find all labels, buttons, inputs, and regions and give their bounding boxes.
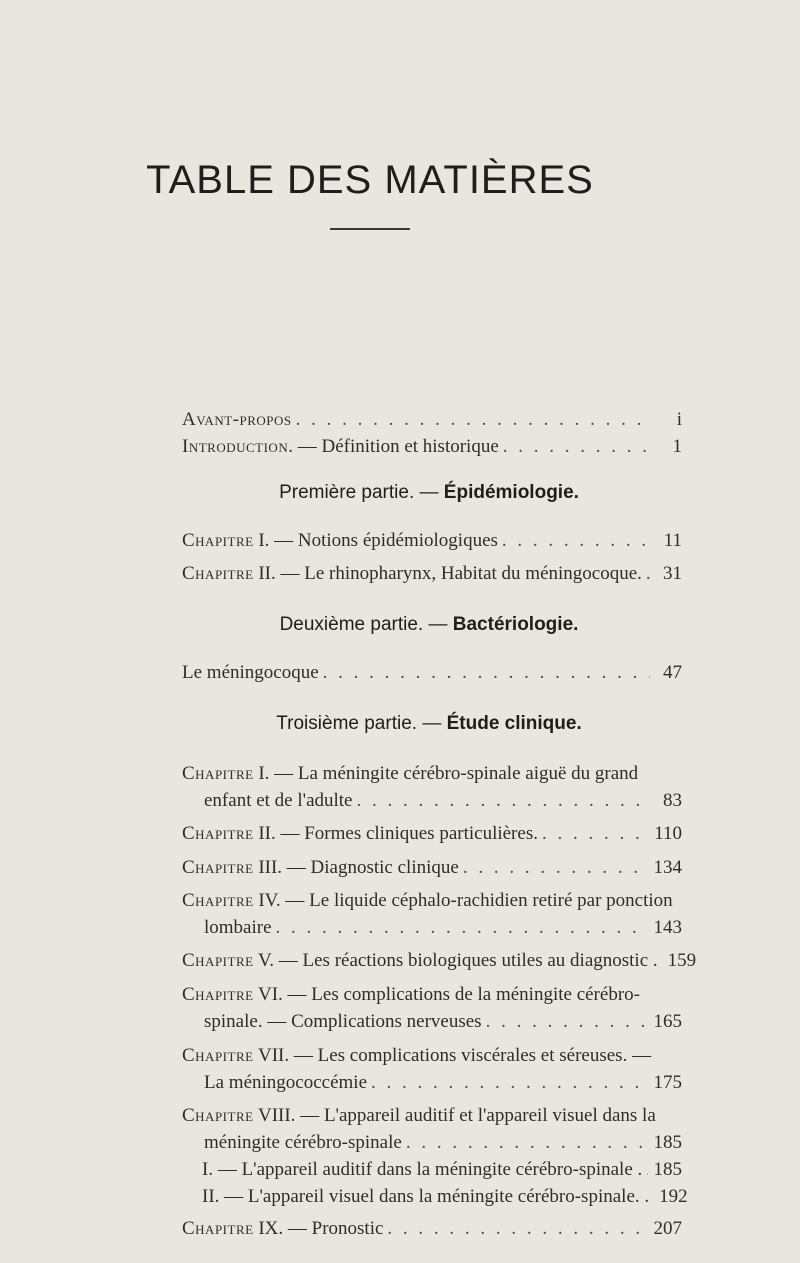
chapter-number: V. (257, 950, 275, 971)
leader-dots (486, 1008, 648, 1035)
leader-dots (502, 527, 650, 554)
toc-entry-continuation: méningite cérébro-spinale (204, 1132, 402, 1153)
toc-entry-subsection (182, 1183, 688, 1210)
page-number: 31 (663, 563, 682, 584)
toc-entry-text: — Notions épidémiologiques (274, 530, 498, 551)
toc-entry-chapter (182, 527, 682, 554)
leader-dots (646, 560, 650, 587)
part-heading-2 (0, 614, 800, 636)
part-heading-3 (0, 713, 800, 735)
page-number: 192 (659, 1186, 688, 1207)
toc-entry-text: — L'appareil auditif et l'appareil visuel dans la (300, 1105, 656, 1126)
leader-dots (646, 1156, 647, 1183)
toc-entry-text: — Pronostic (287, 1218, 384, 1239)
leader-dots (406, 1129, 648, 1156)
chapter-number: IX. (258, 1218, 284, 1239)
toc-entry-chapter (182, 981, 682, 1035)
page-number: 185 (653, 1132, 682, 1153)
part-prefix: Troisième partie. — (276, 713, 447, 734)
chapter-label: Chapitre (182, 890, 254, 911)
part-prefix: Deuxième partie. — (279, 614, 453, 635)
toc-entry-text: I. — L'appareil auditif dans la méningite cérébro-spinale . (202, 1159, 643, 1180)
chapter-label: Chapitre (182, 857, 254, 878)
page-title: TABLE DES MATIÈRES (146, 158, 594, 202)
leader-dots (542, 820, 648, 847)
chapter-number: I. (258, 530, 270, 551)
chapter-label: Chapitre (182, 823, 254, 844)
chapter-number: III. (258, 857, 283, 878)
chapter-number: VIII. (257, 1105, 296, 1126)
chapter-label: Chapitre (182, 1045, 254, 1066)
toc-entry-text: — Le liquide céphalo-rachidien retiré par ponction (285, 890, 673, 911)
toc-entry-text: — Diagnostic clinique (286, 857, 459, 878)
chapter-number: II. (258, 823, 276, 844)
part-name: Bactériologie. (452, 614, 579, 635)
page-number: i (676, 409, 682, 430)
chapter-label: Chapitre (182, 1105, 254, 1126)
chapter-number: II. (258, 563, 276, 584)
chapter-label: Chapitre (182, 984, 254, 1005)
page-number: 175 (653, 1072, 682, 1093)
page-number: 47 (663, 662, 682, 683)
toc-entry-chapter (182, 1215, 682, 1242)
part-prefix: Première partie. — (279, 482, 444, 503)
toc-entry-label: Avant-propos (182, 409, 292, 430)
leader-dots (463, 854, 648, 881)
toc-entry-chapter (182, 560, 682, 587)
toc-entry-chapter (182, 760, 682, 814)
page-number: 110 (654, 823, 682, 844)
chapter-label: Chapitre (182, 530, 254, 551)
toc-entry-text: — Formes cliniques particulières. (280, 823, 538, 844)
toc-entry-continuation: lombaire (204, 917, 272, 938)
page-number: 143 (653, 917, 682, 938)
chapter-number: VI. (257, 984, 283, 1005)
page-number: 1 (672, 436, 682, 457)
toc-entry-meningocoque (182, 659, 682, 686)
toc-entry-text: . — Définition et historique (288, 436, 499, 457)
page-number: 207 (653, 1218, 682, 1239)
toc-entry-avant-propos (182, 406, 682, 433)
page-number: 185 (653, 1159, 682, 1180)
page-number: 159 (667, 950, 697, 971)
leader-dots (371, 1069, 647, 1096)
leader-dots (387, 1215, 647, 1242)
toc-entry-chapter (182, 1102, 682, 1156)
toc-entry-continuation: enfant et de l'adulte (204, 790, 353, 811)
toc-entry-chapter (182, 820, 682, 847)
toc-entry-chapter (182, 887, 682, 941)
page-number: 83 (663, 790, 682, 811)
part-name: Épidémiologie. (443, 482, 579, 503)
toc-entry-text: — Le rhinopharynx, Habitat du méningocoque. (280, 563, 642, 584)
toc-entry-text: — La méningite cérébro-spinale aiguë du grand (274, 763, 639, 784)
title-rule (330, 228, 410, 230)
chapter-label: Chapitre (182, 1218, 254, 1239)
page-number: 134 (653, 857, 682, 878)
chapter-label: Chapitre (182, 563, 254, 584)
chapter-number: IV. (258, 890, 281, 911)
part-name: Étude clinique. (446, 713, 582, 734)
toc-entry-chapter (182, 854, 682, 881)
toc-entry-label: Introduction (182, 436, 289, 457)
chapter-label: Chapitre (182, 763, 254, 784)
chapter-number: I. (258, 763, 270, 784)
toc-entry-text: — Les réactions biologiques utiles au diagnostic . (278, 950, 658, 971)
toc-entry-introduction (182, 433, 682, 460)
leader-dots (503, 433, 650, 460)
toc-entry-continuation: spinale. — Complications nerveuses (204, 1011, 482, 1032)
leader-dots (296, 406, 650, 433)
toc-entry-chapter (182, 1042, 682, 1096)
toc-entry-text: II. — L'appareil visuel dans la méningite cérébro-spinale. . (202, 1186, 650, 1207)
toc-entry-text: Le méningocoque (182, 662, 319, 683)
toc-entry-subsection (182, 1156, 682, 1183)
part-heading-1 (0, 482, 800, 504)
toc-entry-text: — Les complications viscérales et séreuses. — (293, 1045, 652, 1066)
toc-entry-continuation: La méningococcémie (204, 1072, 368, 1093)
leader-dots (323, 659, 650, 686)
page-number: 165 (653, 1011, 682, 1032)
toc-entry-text: — Les complications de la méningite cérébro- (287, 984, 640, 1005)
toc-entry-chapter (182, 947, 697, 974)
chapter-label: Chapitre (182, 950, 254, 971)
leader-dots (357, 787, 651, 814)
page-number: 11 (663, 530, 682, 551)
chapter-number: VII. (257, 1045, 290, 1066)
leader-dots (276, 914, 648, 941)
